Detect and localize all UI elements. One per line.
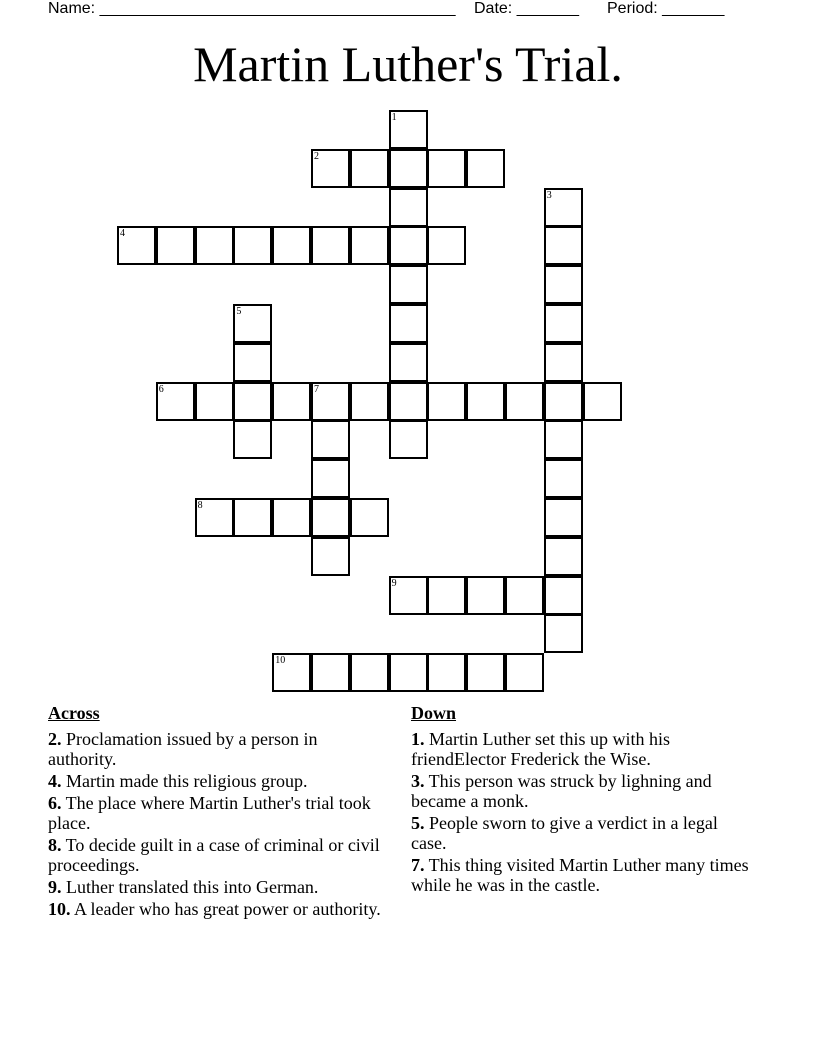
grid-cell[interactable] <box>544 382 583 421</box>
across-clues <box>48 703 383 921</box>
grid-cell[interactable] <box>389 420 428 459</box>
across-clue <box>48 771 383 791</box>
grid-cell[interactable] <box>544 537 583 576</box>
down-clue <box>411 771 751 811</box>
across-clue-number: 8. <box>48 835 62 855</box>
grid-cell[interactable] <box>389 343 428 382</box>
grid-cell[interactable] <box>427 653 466 692</box>
across-heading: Across <box>48 703 100 723</box>
across-clue-text: A leader who has great power or authority. <box>70 899 381 919</box>
down-clue-text: People sworn to give a verdict in a legal case. <box>411 813 718 853</box>
across-clue <box>48 793 383 833</box>
grid-cell[interactable] <box>195 382 234 421</box>
clue-number-label: 8 <box>197 500 203 511</box>
down-clue <box>411 855 751 895</box>
across-clue-text: To decide guilt in a case of criminal or civil proceedings. <box>48 835 380 875</box>
grid-cell[interactable] <box>389 226 428 265</box>
grid-cell[interactable] <box>389 653 428 692</box>
grid-cell[interactable] <box>544 498 583 537</box>
down-clue <box>411 729 751 769</box>
grid-cell[interactable] <box>544 304 583 343</box>
grid-cell[interactable] <box>272 498 311 537</box>
down-clue-text: This thing visited Martin Luther many times while he was in the castle. <box>411 855 749 895</box>
period-field-label: Period: _______ <box>607 0 725 17</box>
grid-cell[interactable] <box>233 343 272 382</box>
clue-number-label: 3 <box>546 189 552 201</box>
grid-cell[interactable] <box>272 226 311 265</box>
clue-number-label: 6 <box>158 383 164 395</box>
grid-cell[interactable] <box>544 226 583 265</box>
grid-cell[interactable] <box>544 614 583 653</box>
grid-cell[interactable] <box>583 382 622 421</box>
clue-number-label: 5 <box>236 306 242 317</box>
grid-cell[interactable] <box>350 498 389 537</box>
grid-cell[interactable] <box>544 576 583 615</box>
grid-cell[interactable] <box>311 498 350 537</box>
across-clue-number: 4. <box>48 771 62 791</box>
grid-cell[interactable] <box>233 420 272 459</box>
grid-cell[interactable] <box>350 226 389 265</box>
grid-cell[interactable] <box>427 576 466 615</box>
down-clue <box>411 813 751 853</box>
across-clue <box>48 729 383 769</box>
down-clue-number: 1. <box>411 729 425 749</box>
down-clue-number: 7. <box>411 855 425 875</box>
grid-cell[interactable] <box>350 653 389 692</box>
grid-cell[interactable] <box>427 149 466 188</box>
grid-cell[interactable] <box>350 149 389 188</box>
grid-cell[interactable] <box>544 343 583 382</box>
across-clue-text: The place where Martin Luther's trial took place. <box>48 793 371 833</box>
grid-cell[interactable] <box>311 653 350 692</box>
grid-cell[interactable] <box>389 265 428 304</box>
grid-cell[interactable] <box>233 498 272 537</box>
grid-cell[interactable] <box>311 420 350 459</box>
across-clue-number: 9. <box>48 877 62 897</box>
grid-cell[interactable] <box>350 382 389 421</box>
grid-cell[interactable] <box>389 188 428 227</box>
name-field-label: Name: ________________________________________ <box>48 0 456 17</box>
grid-cell[interactable] <box>233 382 272 421</box>
clue-number-label: 9 <box>391 577 397 589</box>
grid-cell[interactable] <box>311 537 350 576</box>
across-clue <box>48 877 383 897</box>
across-clue-number: 2. <box>48 729 62 749</box>
clue-number-label: 7 <box>314 383 319 395</box>
grid-cell[interactable] <box>427 226 466 265</box>
across-clue-number: 10. <box>48 899 71 919</box>
grid-cell[interactable] <box>544 420 583 459</box>
down-clue-number: 5. <box>411 813 425 833</box>
clue-number-label: 1 <box>391 112 397 123</box>
across-clue-text: Proclamation issued by a person in authority. <box>48 729 318 769</box>
grid-cell[interactable] <box>466 149 505 188</box>
down-clues <box>411 703 751 897</box>
grid-cell[interactable] <box>505 576 544 615</box>
grid-cell[interactable] <box>544 265 583 304</box>
grid-cell[interactable] <box>389 304 428 343</box>
across-clue <box>48 899 383 919</box>
page-title: Martin Luther's Trial. <box>193 36 623 92</box>
grid-cell[interactable] <box>427 382 466 421</box>
across-clue-number: 6. <box>48 793 62 813</box>
grid-cell[interactable] <box>233 226 272 265</box>
grid-cell[interactable] <box>466 382 505 421</box>
grid-cell[interactable] <box>311 459 350 498</box>
grid-cell[interactable] <box>466 653 505 692</box>
grid-cell[interactable] <box>311 226 350 265</box>
grid-cell[interactable] <box>389 382 428 421</box>
across-clue-text: Luther translated this into German. <box>61 877 319 897</box>
across-clue <box>48 835 383 875</box>
across-clue-text: Martin made this religious group. <box>61 771 308 791</box>
clue-number-label: 2 <box>314 150 319 162</box>
clue-number-label: 10 <box>275 655 286 667</box>
date-field-label: Date: _______ <box>474 0 579 17</box>
down-clue-number: 3. <box>411 771 425 791</box>
grid-cell[interactable] <box>544 459 583 498</box>
grid-cell[interactable] <box>272 382 311 421</box>
down-heading: Down <box>411 703 457 723</box>
down-clue-text: Martin Luther set this up with his friendElector Frederick the Wise. <box>411 729 670 769</box>
grid-cell[interactable] <box>505 382 544 421</box>
grid-cell[interactable] <box>195 226 234 265</box>
grid-cell[interactable] <box>156 226 195 265</box>
grid-cell[interactable] <box>466 576 505 615</box>
grid-cell[interactable] <box>505 653 544 692</box>
down-clue-text: This person was struck by lighning and became a monk. <box>411 771 712 811</box>
clue-number-label: 4 <box>120 228 125 240</box>
grid-cell[interactable] <box>389 149 428 188</box>
